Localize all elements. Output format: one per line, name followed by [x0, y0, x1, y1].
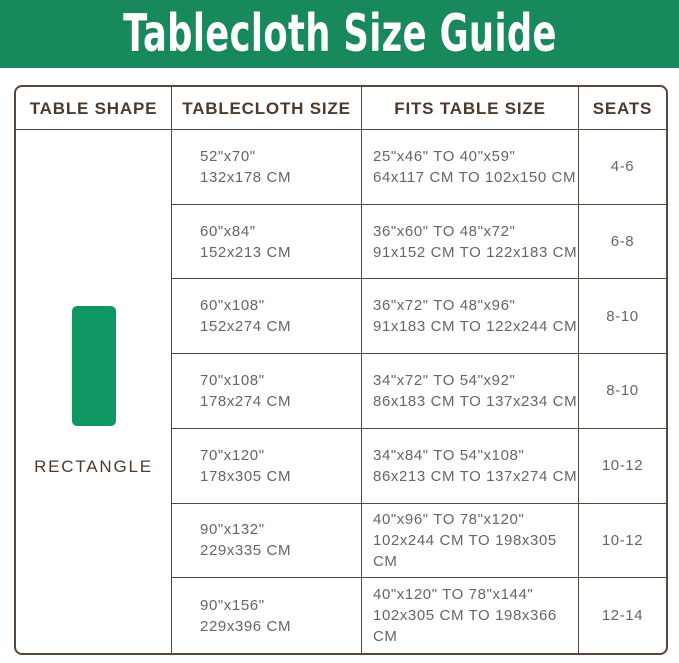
tablecloth-size-cell — [172, 279, 362, 354]
size-cm: 178x274 CM — [200, 392, 292, 410]
fits-table-size-cell — [362, 578, 579, 653]
size-cm: 132x178 CM — [200, 168, 292, 186]
fits-inches: 34"x84" TO 54"x108" — [373, 446, 525, 464]
title-banner — [0, 0, 679, 68]
size-cm: 152x213 CM — [200, 243, 292, 261]
fits-inches: 25"x46" TO 40"x59" — [373, 147, 516, 165]
seats-value: 10-12 — [601, 531, 644, 549]
seats-value: 8-10 — [606, 307, 639, 325]
seats-value: 10-12 — [601, 457, 644, 475]
tablecloth-size-cell — [172, 578, 362, 653]
column-header-fits-table-size — [362, 87, 579, 130]
fits-cm: 86x183 CM TO 137x234 CM — [373, 392, 578, 410]
size-inches: 70"x120" — [200, 446, 265, 464]
fits-cm: 102x305 CM TO 198x366 CM — [373, 607, 557, 646]
fits-table-size-cell — [362, 354, 579, 429]
fits-inches: 40"x120" TO 78"x144" — [373, 586, 534, 604]
size-inches: 70"x108" — [200, 371, 265, 389]
size-cm: 178x305 CM — [200, 467, 292, 485]
size-inches: 52"x70" — [200, 147, 256, 165]
fits-table-size-cell — [362, 279, 579, 354]
seats-cell — [579, 354, 666, 429]
seats-value: 6-8 — [610, 233, 635, 251]
fits-table-size-cell — [362, 130, 579, 205]
size-cm: 152x274 CM — [200, 318, 292, 336]
seats-value: 4-6 — [610, 158, 635, 176]
column-header-seats — [579, 87, 666, 130]
tablecloth-size-cell — [172, 205, 362, 280]
fits-inches: 36"x72" TO 48"x96" — [373, 297, 516, 315]
fits-cm: 86x213 CM TO 137x274 CM — [373, 467, 578, 485]
tablecloth-size-cell — [172, 130, 362, 205]
page-title: Tablecloth Size Guide — [122, 4, 557, 64]
size-inches: 60"x108" — [200, 297, 265, 315]
fits-table-size-cell — [362, 429, 579, 504]
size-inches: 90"x156" — [200, 596, 265, 614]
seats-cell — [579, 504, 666, 579]
column-header-table-shape — [16, 87, 172, 130]
size-inches: 60"x84" — [200, 222, 256, 240]
fits-inches: 34"x72" TO 54"x92" — [373, 371, 516, 389]
fits-inches: 36"x60" TO 48"x72" — [373, 222, 516, 240]
size-cm: 229x335 CM — [200, 542, 292, 560]
tablecloth-size-cell — [172, 429, 362, 504]
fits-cm: 91x183 CM TO 122x244 CM — [373, 318, 578, 336]
tablecloth-size-cell — [172, 354, 362, 429]
seats-cell — [579, 279, 666, 354]
rectangle-shape-icon — [72, 306, 116, 426]
seats-cell — [579, 205, 666, 280]
seats-cell — [579, 429, 666, 504]
fits-table-size-cell — [362, 504, 579, 579]
tablecloth-size-cell — [172, 504, 362, 579]
seats-cell — [579, 578, 666, 653]
fits-inches: 40"x96" TO 78"x120" — [373, 510, 525, 528]
column-header-tablecloth-size — [172, 87, 362, 130]
fits-cm: 64x117 CM TO 102x150 CM — [373, 168, 577, 186]
column-header-label: SEATS — [592, 98, 653, 118]
size-cm: 229x396 CM — [200, 617, 292, 635]
fits-cm: 102x244 CM TO 198x305 CM — [373, 531, 557, 570]
seats-value: 8-10 — [606, 382, 639, 400]
seats-cell — [579, 130, 666, 205]
size-inches: 90"x132" — [200, 521, 265, 539]
seats-value: 12-14 — [601, 607, 644, 625]
column-header-label: TABLECLOTH SIZE — [182, 98, 351, 118]
column-header-label: TABLE SHAPE — [29, 98, 158, 118]
shape-label: RECTANGLE — [34, 457, 153, 476]
fits-table-size-cell — [362, 205, 579, 280]
size-guide-table — [14, 85, 668, 655]
table-shape-cell — [16, 130, 172, 653]
fits-cm: 91x152 CM TO 122x183 CM — [373, 243, 578, 261]
column-header-label: FITS TABLE SIZE — [394, 98, 546, 118]
